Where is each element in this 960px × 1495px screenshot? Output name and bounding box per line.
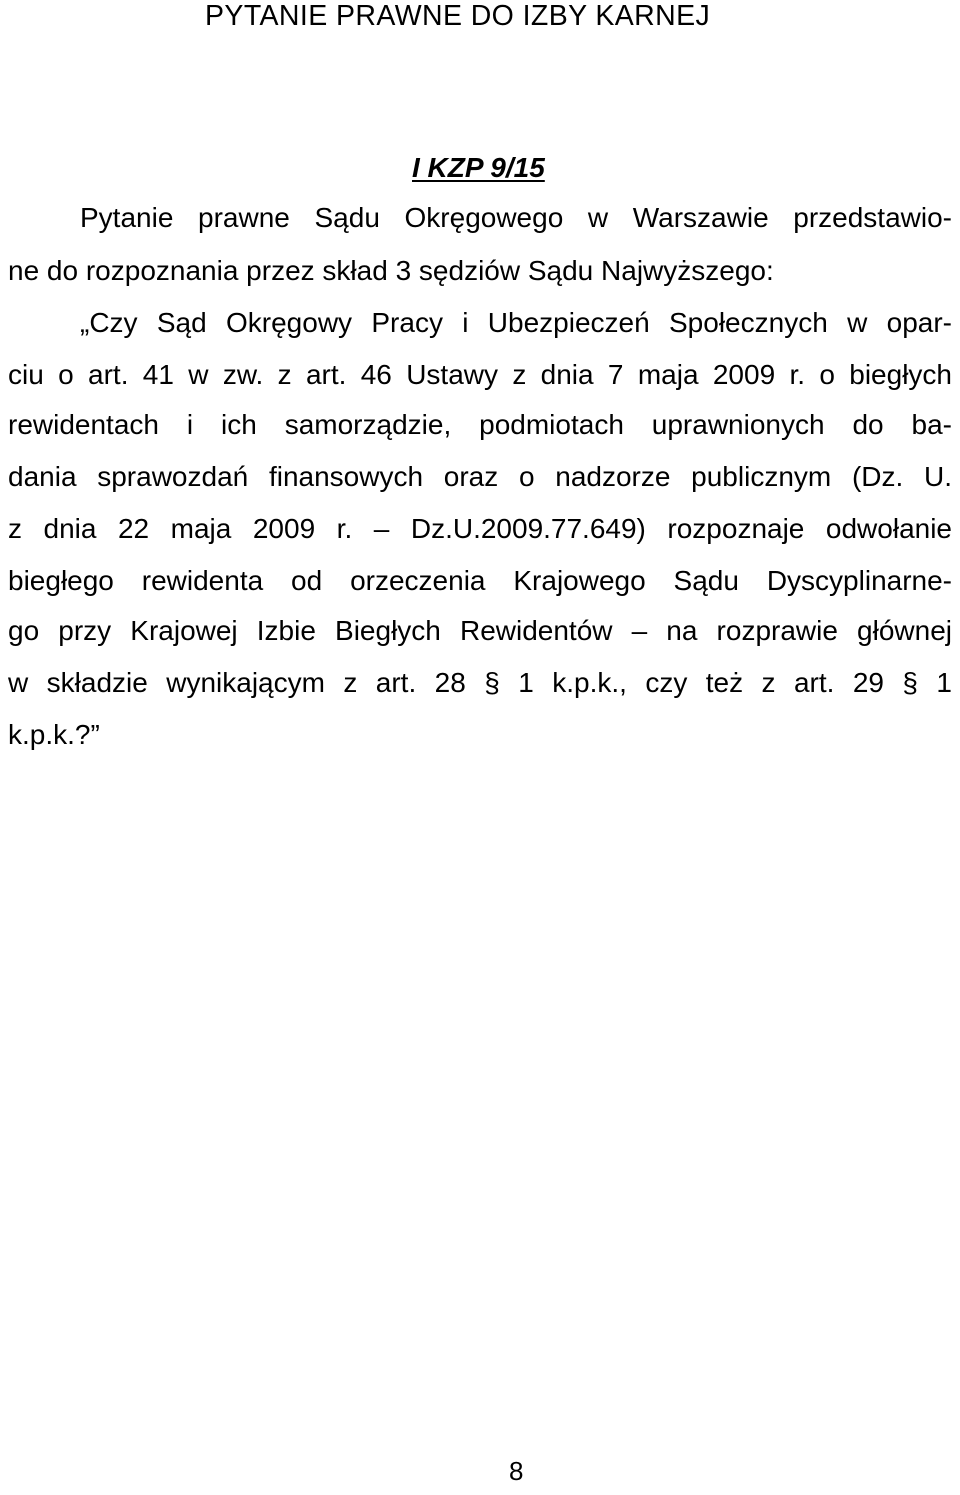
body-line-5: rewidentach i ich samorządzie, podmiotach uprawnionych do ba- — [8, 409, 952, 440]
page-number: 8 — [509, 1456, 524, 1486]
body-line-6: dania sprawozdań finansowych oraz o nadzorze publicznym (Dz. U. — [8, 461, 952, 492]
body-line-3: „Czy Sąd Okręgowy Pracy i Ubezpieczeń Społecznych w opar- — [80, 307, 952, 338]
section-title: PYTANIE PRAWNE DO IZBY KARNEJ — [205, 0, 711, 32]
body-line-4: ciu o art. 41 w zw. z art. 46 Ustawy z dnia 7 maja 2009 r. o biegłych — [8, 359, 952, 390]
body-line-10: w składzie wynikającym z art. 28 § 1 k.p.k., czy też z art. 29 § 1 — [8, 667, 952, 698]
body-line-9: go przy Krajowej Izbie Biegłych Rewidentów – na rozprawie głównej — [8, 615, 952, 646]
body-line-11: k.p.k.?” — [8, 719, 100, 750]
case-signature: I KZP 9/15 — [412, 152, 545, 183]
body-line-1: Pytanie prawne Sądu Okręgowego w Warszawie przedstawio- — [80, 202, 952, 233]
body-line-8: biegłego rewidenta od orzeczenia Krajowego Sądu Dyscyplinarne- — [8, 565, 952, 596]
body-line-7: z dnia 22 maja 2009 r. – Dz.U.2009.77.649) rozpoznaje odwołanie — [8, 513, 952, 544]
body-line-2: ne do rozpoznania przez skład 3 sędziów Sądu Najwyższego: — [8, 255, 774, 286]
